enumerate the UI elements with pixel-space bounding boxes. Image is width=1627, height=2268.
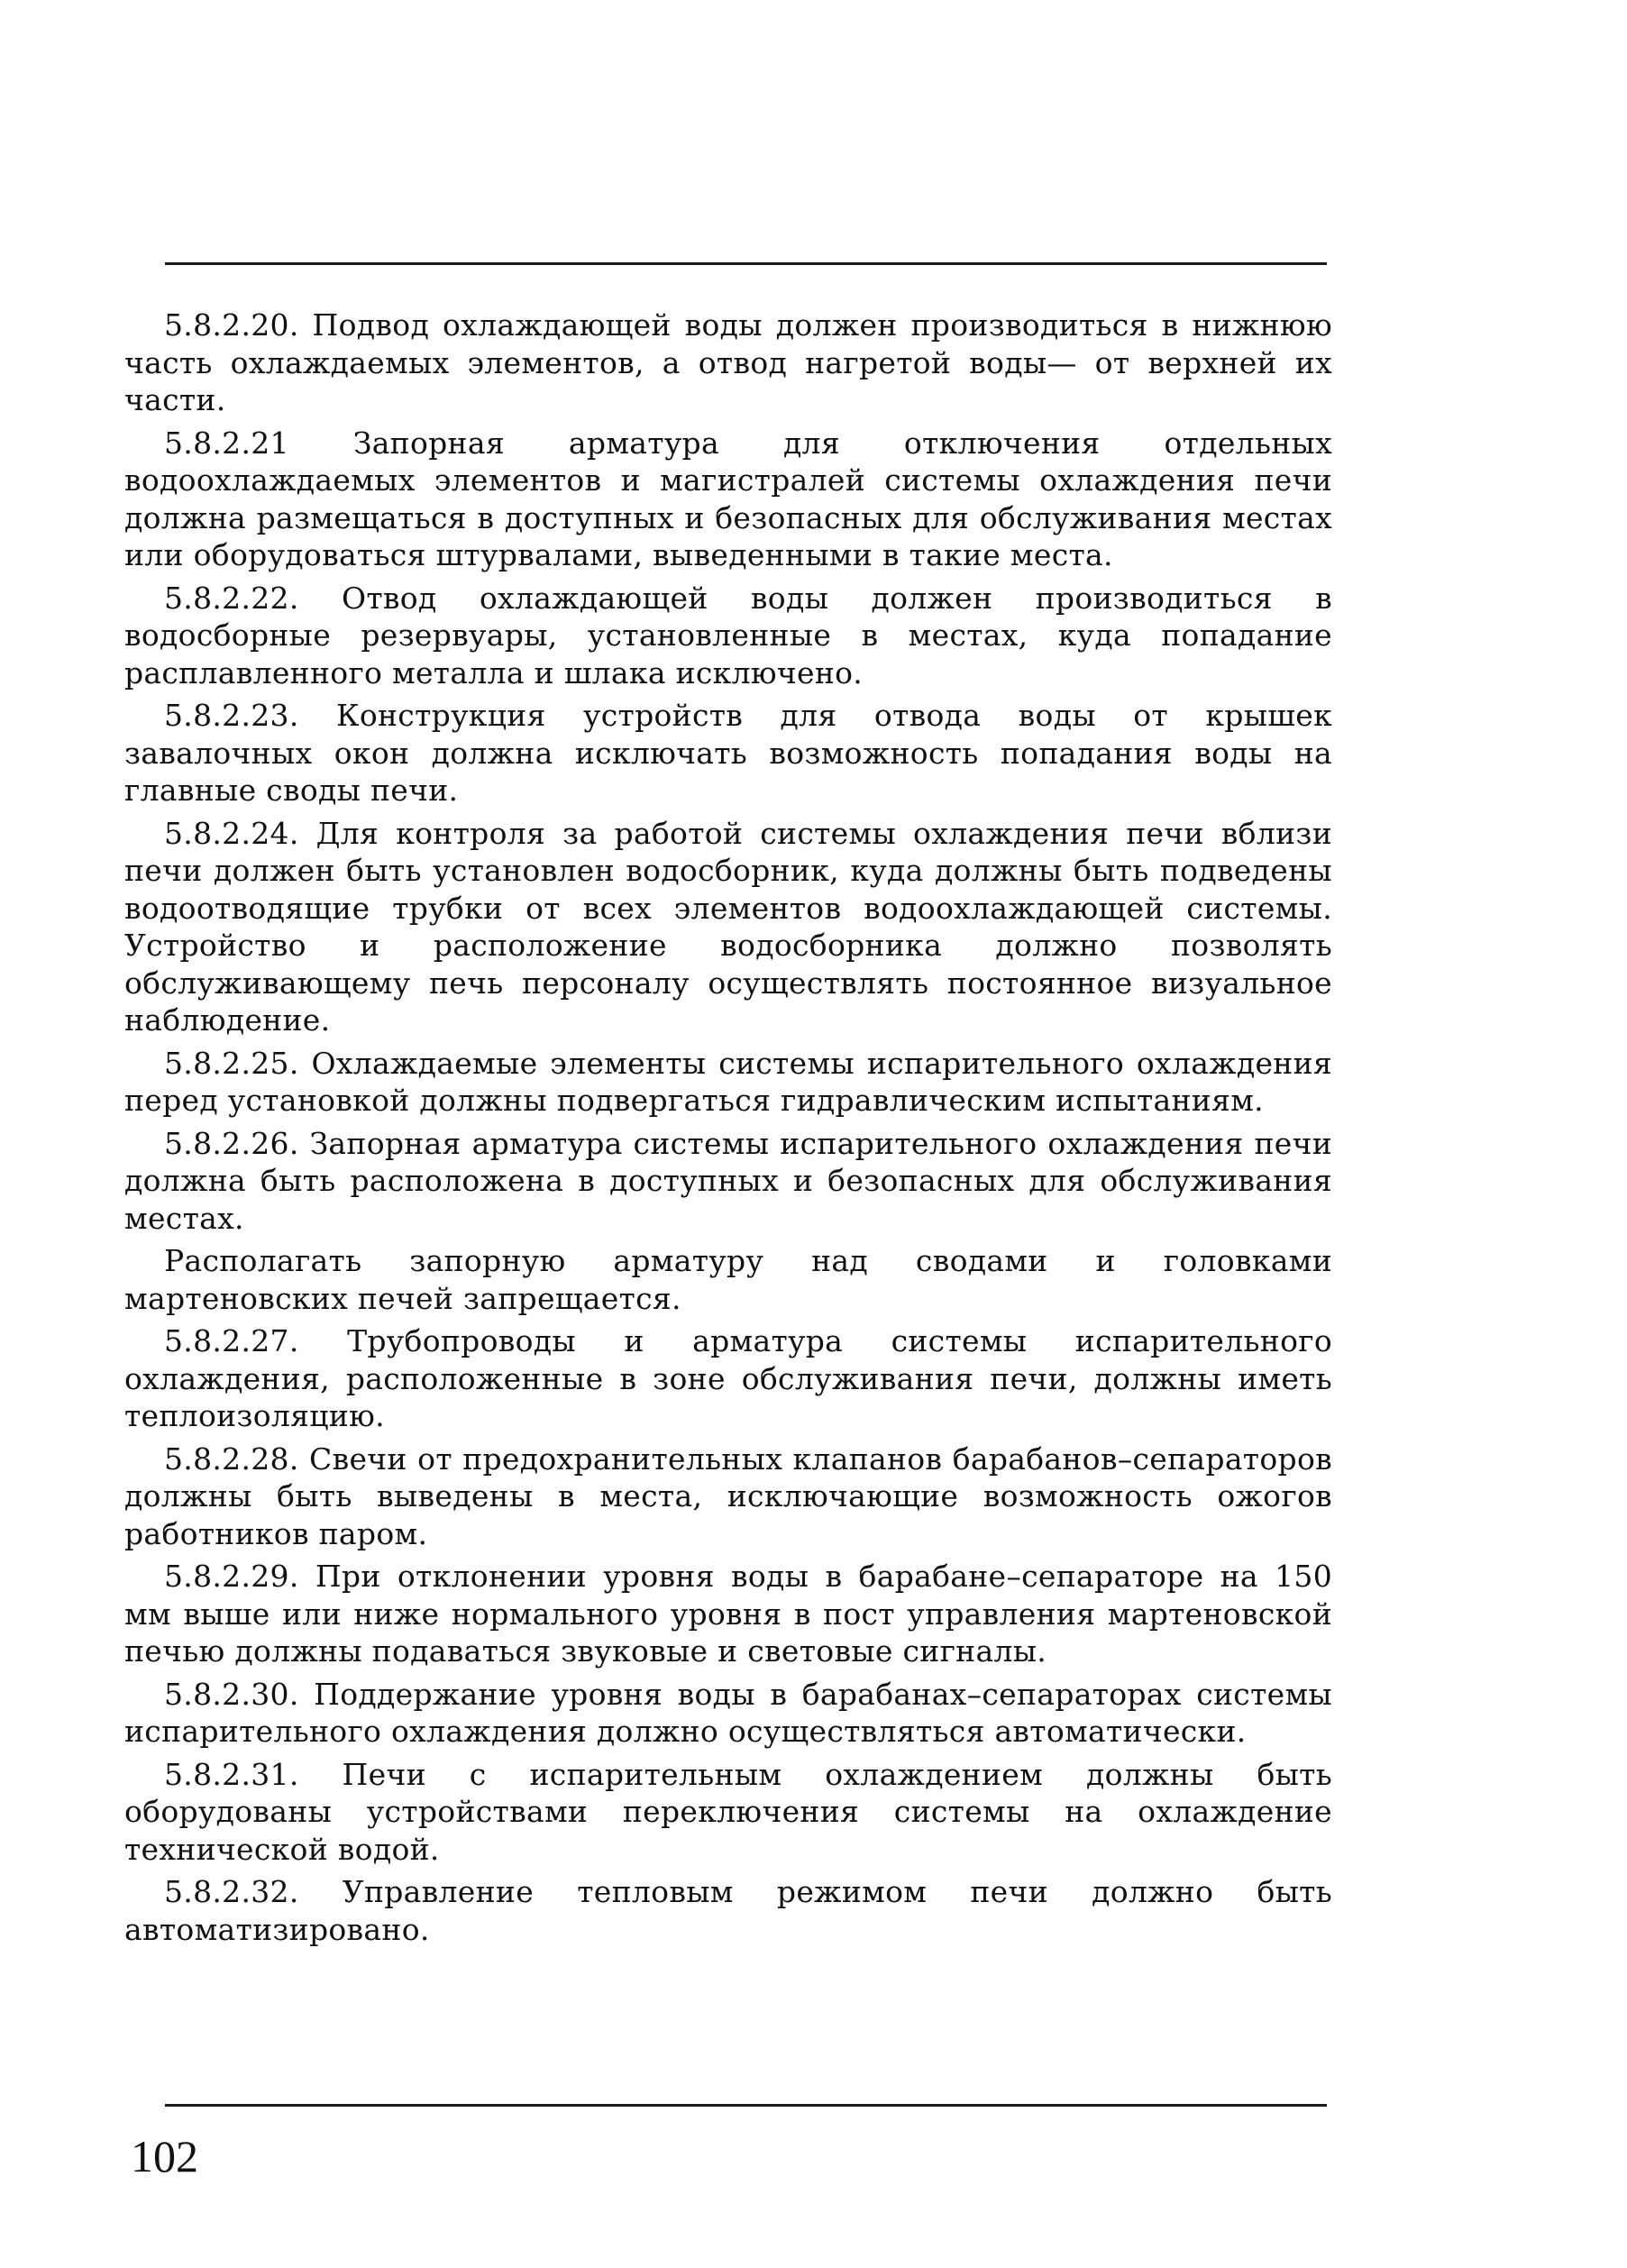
paragraph-5-8-2-24: 5.8.2.24. Для контроля за работой системы охлаждения печи вблизи печи должен быть установлен водосборник, куда должны быть подведены водоотводящие трубки от всех элементов водоохлаждающей системы. Устройство и расположение водосборника должно позволять обслуживающему печь персоналу осуществлять постоянное визуальное наблюдение.: [124, 815, 1332, 1038]
page-number: 102: [131, 2131, 198, 2181]
top-rule: [165, 262, 1327, 265]
paragraph-5-8-2-28: 5.8.2.28. Свечи от предохранительных клапанов барабанов–сепараторов должны быть выведены в места, исключающие возможность ожогов работников паром.: [124, 1440, 1332, 1551]
paragraph-5-8-2-26: 5.8.2.26. Запорная арматура системы испарительного охлаждения печи должна быть расположена в доступных и безопасных для обслуживания местах.: [124, 1125, 1332, 1236]
paragraph-5-8-2-32: 5.8.2.32. Управление тепловым режимом печи должно быть автоматизировано.: [124, 1874, 1332, 1947]
paragraph-5-8-2-30: 5.8.2.30. Поддержание уровня воды в барабанах–сепараторах системы испарительного охлаждения должно осуществляться автоматически.: [124, 1676, 1332, 1749]
paragraph-5-8-2-29: 5.8.2.29. При отклонении уровня воды в барабане–сепараторе на 150 мм выше или ниже нормального уровня в пост управления мартеновской печью должны подаваться звуковые и световые сигналы.: [124, 1559, 1332, 1669]
bottom-rule: [165, 2104, 1327, 2107]
paragraph-5-8-2-26-continuation: Располагать запорную арматуру над сводами и головками мартеновских печей запрещается.: [124, 1243, 1332, 1316]
paragraph-5-8-2-21: 5.8.2.21 Запорная арматура для отключения отдельных водоохлаждаемых элементов и магистралей системы охлаждения печи должна размещаться в доступных и безопасных для обслуживания местах или оборудоваться штурвалами, выведенными в такие места.: [124, 425, 1332, 572]
paragraph-5-8-2-25: 5.8.2.25. Охлаждаемые элементы системы испарительного охлаждения перед установкой должны подвергаться гидравлическим испытаниям.: [124, 1045, 1332, 1118]
body-text: [124, 306, 1332, 2091]
paragraph-5-8-2-22: 5.8.2.22. Отвод охлаждающей воды должен производиться в водосборные резервуары, установленные в местах, куда попадание расплавленного металла и шлака исключено.: [124, 580, 1332, 690]
paragraph-5-8-2-23: 5.8.2.23. Конструкция устройств для отвода воды от крышек завалочных окон должна исключать возможность попадания воды на главные своды печи.: [124, 698, 1332, 808]
paragraph-5-8-2-31: 5.8.2.31. Печи с испарительным охлаждением должны быть оборудованы устройствами переключения системы на охлаждение технической водой.: [124, 1756, 1332, 1867]
paragraph-5-8-2-20: 5.8.2.20. Подвод охлаждающей воды должен производиться в нижнюю часть охлаждаемых элементов, а отвод нагретой воды— от верхней их части.: [124, 307, 1332, 417]
paragraph-5-8-2-27: 5.8.2.27. Трубопроводы и арматура системы испарительного охлаждения, расположенные в зоне обслуживания печи, должны иметь теплоизоляцию.: [124, 1323, 1332, 1433]
